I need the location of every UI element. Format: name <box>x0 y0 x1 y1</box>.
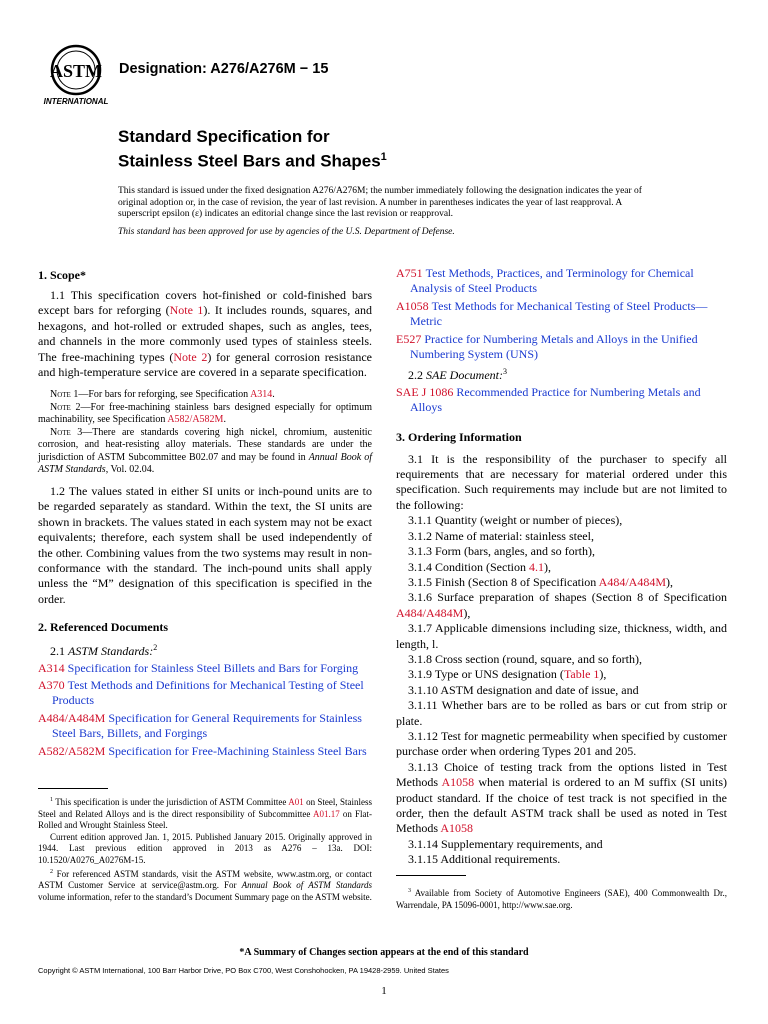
section-4-1-link[interactable]: 4.1 <box>529 559 544 574</box>
preamble <box>118 186 658 238</box>
astm-logo-icon <box>40 44 112 108</box>
note-2: Note 2—For free-machining stainless bars designed especially for optimum machinability, see Specification A582/A582M. <box>38 401 372 426</box>
astm-logo <box>40 44 112 108</box>
committee-a01-link[interactable]: A01 <box>288 797 304 807</box>
right-column <box>396 266 727 868</box>
ordering-item-2: 3.1.2 Name of material: stainless steel, <box>408 528 594 543</box>
ordering-item-12: 3.1.12 Test for magnetic permeability when specified by customer purchase order when ordering Types 201 and 205. <box>396 728 727 759</box>
note-2-ref-link[interactable]: A582/A582M <box>167 414 224 426</box>
footnote-rule-right <box>396 875 466 876</box>
a484-link-2[interactable]: A484/A484M <box>396 605 464 620</box>
ordering-item-9: 3.1.9 Type or UNS designation (Table 1), <box>408 667 607 682</box>
svg-text:INTERNATIONAL: INTERNATIONAL <box>43 97 109 106</box>
ref-item-sae-j1086[interactable]: SAE J 1086 Recommended Practice for Numbering Metals and Alloys <box>396 384 701 415</box>
ordering-item-14: 3.1.14 Supplementary requirements, and <box>408 836 603 851</box>
footnote-1-edition: Current edition approved Jan. 1, 2015. Published January 2015. Originally approved in 1944. Last previous edition approved in 2013 as A276 – 13a. DOI: 10.1520/A0276_A0276M-15. <box>38 831 372 865</box>
scope-heading: 1. Scope* <box>38 268 86 282</box>
ordering-item-3: 3.1.3 Form (bars, angles, and so forth), <box>408 544 595 559</box>
ref-item-a1058[interactable]: A1058 Test Methods for Mechanical Testing of Steel Products—Metric <box>396 298 708 329</box>
note-1-ref-link[interactable]: A314 <box>250 389 273 401</box>
footnote-2: $^2$ For referenced ASTM standards, visit the ASTM website, www.astm.org, or contact ASTM Customer Service at service@astm.org. For Annual Book of ASTM Standards volume information, refer to the standard’s Document Summary page on the ASTM website. <box>38 868 373 902</box>
svg-text:ASTM: ASTM <box>49 61 103 81</box>
footnote-3: $^3$ Available from Society of Automotive Engineers (SAE), 400 Commonwealth Dr., Warrendale, PA 15096-0001, http://www.sae.org. <box>396 888 727 910</box>
sae-ref-list <box>396 385 727 416</box>
ref-item-a370[interactable]: A370 Test Methods and Definitions for Mechanical Testing of Steel Products <box>38 678 364 708</box>
a1058-link-2[interactable]: A1058 <box>440 821 474 836</box>
note-1: Note 1—For bars for reforging, see Specification A314. <box>50 389 275 401</box>
astm-ref-list-continued <box>396 266 727 362</box>
ordering-item-8: 3.1.8 Cross section (round, square, and so forth), <box>408 651 642 666</box>
page-title <box>118 127 387 172</box>
note-2-link[interactable]: Note 2 <box>173 349 208 364</box>
notes <box>38 389 372 477</box>
subcommittee-a0117-link[interactable]: A01.17 <box>312 808 340 819</box>
note-3: Note 3—There are standards covering high nickel, chromium, austenitic corrosion, and heat-resisting alloy materials. These standards are under the jurisdiction of ASTM Subcommittee B02.07 and may be found in Annual Book of ASTM Standards, Vol. 02.04. <box>38 426 372 476</box>
left-column <box>38 268 372 761</box>
astm-ref-list <box>38 661 372 759</box>
ref-item-a751[interactable]: A751 Test Methods, Practices, and Terminology for Chemical Analysis of Steel Products <box>396 266 694 296</box>
preamble-text: This standard is issued under the fixed designation A276/A276M; the number immediately following the designation indicates the year of original adoption or, in the case of revision, the year of last revision. A number in parentheses indicates the year of last reapproval. A superscript epsilon (ε) indicates an editorial change since the last revision or reapproval. <box>118 186 642 219</box>
copyright: Copyright © ASTM International, 100 Barr Harbor Drive, PO Box C700, West Conshohocken, PA 19428-2959. United States <box>38 966 449 975</box>
scope-paragraph-1: 1.1 This specification covers hot-finished or cold-finished bars except bars for reforging (Note 1). It includes rounds, squares, and hexagons, and hot-rolled or extruded shapes, such as angles, tees, and channels in the more commonly used types of stainless steels. The free-machining types (Note 2) for general corrosion resistance and high-temperature service are covered in a separate specification. <box>38 288 373 380</box>
ref-item-a582[interactable]: A582/A582M Specification for Free-Machining Stainless Steel Bars <box>38 743 367 758</box>
ordering-item-5: 3.1.5 Finish (Section 8 of Specification A484/A484M), <box>408 574 673 589</box>
title-line-2: Stainless Steel Bars and Shapes$^1$ <box>118 151 387 171</box>
ordering-heading: 3. Ordering Information <box>396 429 522 444</box>
footnote-rule-left <box>38 788 108 789</box>
title-footnote-mark: 1 <box>380 151 387 163</box>
sae-document-label: 2.2 SAE Document:$^3$ <box>408 367 507 383</box>
ref-item-a484[interactable]: A484/A484M Specification for General Requirements for Stainless Steel Bars, Billets, and Forgings <box>38 710 362 741</box>
designation: Designation: A276/A276M − 15 <box>119 61 329 77</box>
dod-notice: This standard has been approved for use by agencies of the U.S. Department of Defense. <box>118 226 455 237</box>
referenced-heading: 2. Referenced Documents <box>38 620 169 635</box>
scope-paragraph-2: 1.2 The values stated in either SI units or inch-pound units are to be regarded separately as standard. Within the text, the SI units are shown in brackets. The values stated in each system may not be exact equivalents; therefore, each system shall be used independently of the other. Combining values from the two systems may result in non-conformance with the standard. The inch-pound units shall apply unless the “M” designation of this specification is specified in the order. <box>38 483 373 606</box>
ordering-item-13: 3.1.13 Choice of testing track from the options listed in Test Methods A1058 when material is ordered to an M suffix (SI units) product standard. If the choice of test track is not specified in the order, then the default ASTM track shall be used as noted in Test Methods A1058 <box>396 759 727 836</box>
ordering-item-10: 3.1.10 ASTM designation and date of issue, and <box>408 682 639 697</box>
footnotes-left <box>38 795 372 903</box>
a484-link-1[interactable]: A484/A484M <box>598 574 666 589</box>
ordering-item-6: 3.1.6 Surface preparation of shapes (Section 8 of Specification A484/A484M), <box>396 590 727 620</box>
summary-notice: *A Summary of Changes section appears at the end of this standard <box>239 947 529 958</box>
ordering-item-11: 3.1.11 Whether bars are to be rolled as bars or cut from strip or plate. <box>396 698 727 728</box>
ref-item-e527[interactable]: E527 Practice for Numbering Metals and Alloys in the Unified Numbering System (UNS) <box>396 331 698 362</box>
ordering-item-15: 3.1.15 Additional requirements. <box>408 852 561 867</box>
ref-item-a314[interactable]: A314 Specification for Stainless Steel Billets and Bars for Forging <box>38 660 359 675</box>
astm-standards-label: 2.1 ASTM Standards:$^2$ <box>50 643 158 659</box>
title-line-1: Standard Specification for <box>118 127 330 146</box>
note-1-link[interactable]: Note 1 <box>169 303 204 318</box>
ordering-item-1: 3.1.1 Quantity (weight or number of pieces), <box>408 513 623 528</box>
ordering-item-7: 3.1.7 Applicable dimensions including size, thickness, width, and length, l. <box>396 621 727 651</box>
footnote-1: $^1$ This specification is under the jurisdiction of ASTM Committee A01 on Steel, Stainless Steel and Related Alloys and is the direct responsibility of Subcommittee A01.17 on Flat-Rolled and Wrought Stainless Steel. <box>38 797 373 831</box>
page-number: 1 <box>381 985 387 997</box>
footnotes-right <box>396 886 727 911</box>
ordering-item-4: 3.1.4 Condition (Section 4.1), <box>408 559 551 574</box>
ordering-paragraph-1: 3.1 It is the responsibility of the purchaser to specify all requirements that are necessary for material ordered under this specification. Such requirements may include but are not limited to the following: <box>396 451 727 512</box>
a1058-link-1[interactable]: A1058 <box>441 775 475 790</box>
table-1-link[interactable]: Table 1 <box>563 667 600 682</box>
